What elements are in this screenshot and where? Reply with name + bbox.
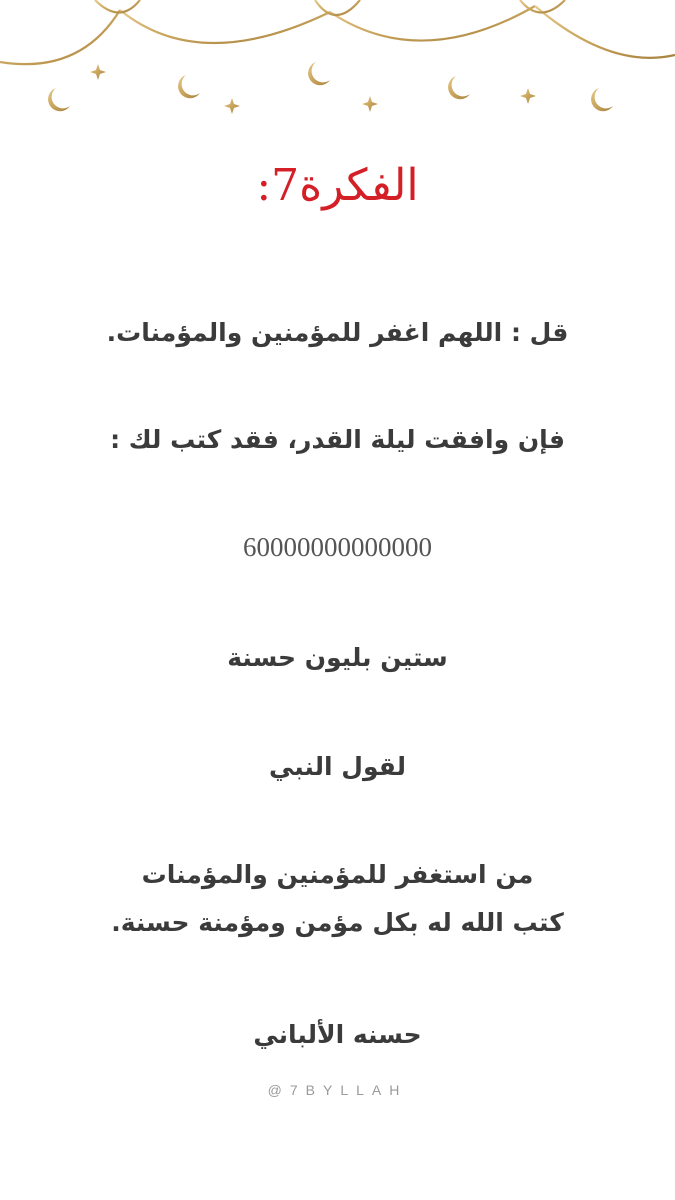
crescent-icon bbox=[48, 88, 70, 111]
garland-swag bbox=[535, 6, 675, 58]
garland-swag bbox=[0, 10, 120, 64]
star-icon bbox=[90, 64, 106, 80]
text-line: فإن وافقت ليلة القدر، فقد كتب لك : bbox=[110, 425, 565, 454]
number-text: 60000000000000 bbox=[243, 532, 432, 562]
star-icon bbox=[362, 96, 378, 112]
source-line: حسنه الألباني bbox=[253, 1020, 422, 1049]
text-line: قل : اللهم اغفر للمؤمنين والمؤمنات. bbox=[106, 318, 569, 347]
star-icon bbox=[224, 98, 240, 114]
star-icon bbox=[520, 88, 536, 104]
text-line: ستين بليون حسنة bbox=[227, 643, 448, 672]
garland-swag bbox=[95, 0, 140, 13]
crescent-icon bbox=[448, 76, 470, 99]
garland-swag bbox=[330, 6, 535, 41]
crescent-icon bbox=[591, 88, 613, 111]
garland-swag bbox=[315, 0, 360, 15]
text-line: لقول النبي bbox=[268, 752, 407, 781]
account-handle: @7BYLLAH bbox=[267, 1082, 408, 1098]
ramadan-garland-decoration bbox=[0, 0, 675, 130]
text-line: كتب الله له بكل مؤمن ومؤمنة حسنة. bbox=[111, 908, 564, 937]
crescent-icon bbox=[308, 62, 330, 85]
crescent-icon bbox=[178, 75, 200, 98]
text-line: من استغفر للمؤمنين والمؤمنات bbox=[141, 860, 534, 889]
page-title: الفكرة7: bbox=[256, 160, 419, 211]
garland-swag bbox=[120, 10, 330, 43]
